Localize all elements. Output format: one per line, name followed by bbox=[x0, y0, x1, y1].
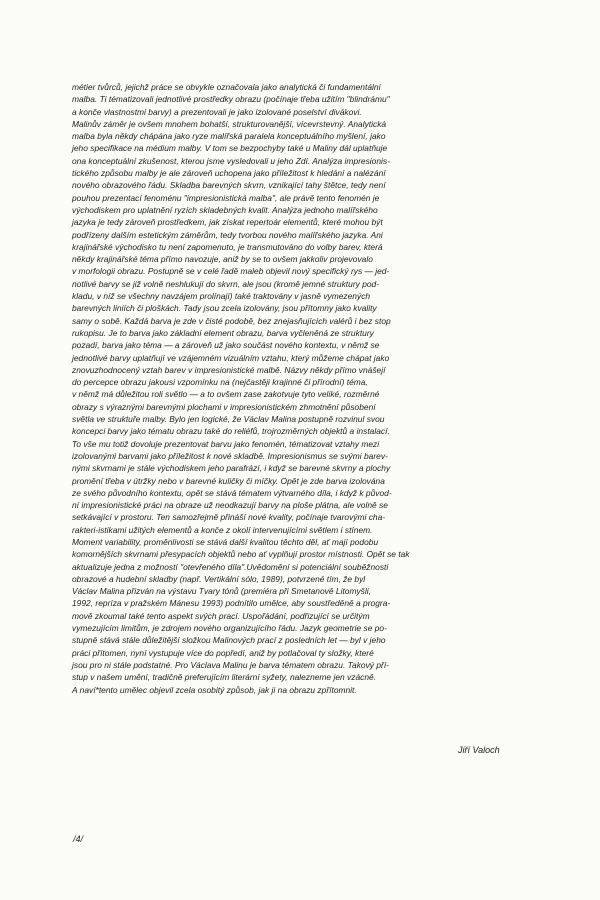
text-line: stup v našem umění, tradičně preferujícím literární syžety, nalezneme jen vzácně. bbox=[72, 672, 377, 683]
text-line: do percepce obrazu jakousi vzpomínku na (nejčastěji krajinné či přírodní) téma, bbox=[72, 377, 368, 388]
text-line: promění třeba v útržky nebo v barevné kuličky či míčky. Opět je zde barva izolována bbox=[72, 475, 385, 486]
text-line: malba byla někdy chápána jako ryze malířská paralela konceptuálního myšlení, jako bbox=[72, 131, 386, 142]
text-line: izolovanými barvami jako příležitost k nové skladbě. Impresionismus se svými barev- bbox=[72, 450, 388, 461]
text-line: jeho specifikace na médium malby. V tom se bezpochyby také u Maliny dál uplatňuje bbox=[72, 143, 388, 154]
text-line: métier tvůrců, jejichž práce se obvykle označovala jako analytická či fundamentální bbox=[72, 82, 381, 92]
text-line: ona konceptuální zkušenost, kterou jsme vysledovali u jeho Zdí. Analýza impresionis- bbox=[72, 155, 390, 166]
text-line: východiskem pro uplatnění ryzích skladebných kvalit. Analýza jednoho malířského bbox=[72, 204, 378, 215]
text-line: setkávající v prostoru. Ten samozřejmě přináší nové kvality, počínaje tvarovými cha- bbox=[72, 512, 386, 523]
text-line: krajinářské východisko tu není zapomenuto, je transmutováno do volby barev, která bbox=[72, 241, 383, 252]
text-line: rukopisu. Je to barva jako základní element obrazu, barva vyčleněná ze struktury bbox=[72, 327, 374, 338]
text-line: a konče vlastnostmi barvy) a prezentovali je jako izolované poselství divákovi. bbox=[72, 106, 362, 117]
text-line: ní impresionistické práci na obraze už neodkazují barvy na ploše plátna, ale volně se bbox=[72, 500, 388, 511]
text-line: tického způsobu malby je ale zároveň uchopena jako příležitost k hledání a nalézání bbox=[72, 168, 386, 179]
text-line: koncepci barvy jako tématu obrazu také do reliéfů, trojrozměrných objektů a instalací. bbox=[72, 426, 390, 437]
text-line: malba. Ti tématizovali jednotlivé prostředky obrazu (počínaje třeba užitím "blindrámu" bbox=[72, 94, 390, 105]
text-line: v morfologii obrazu. Postupně se v celé řadě maleb objevil nový specifický rys — jed- bbox=[72, 266, 390, 277]
article-body bbox=[72, 81, 502, 696]
text-line: To vše mu totiž dovoluje prezentovat barvu jako fenomén, tématizovat vztahy mezi bbox=[72, 438, 380, 449]
text-line: jednotlivé barvy uplatňují ve vzájemném vizuálním vztahu, který můžeme chápat jako bbox=[72, 352, 390, 363]
text-line: pozadí, barva jako téma — a zároveň už jako součást nového kontextu, v němž se bbox=[72, 340, 380, 351]
text-line: podřízeny dalším estetickým záměrům, tedy tvorbou nového malířského jazyka. Ani bbox=[72, 229, 383, 240]
text-line: notlivé barvy se již volně neshlukují do skvrn, ale jsou (kromě jemné struktury pod- bbox=[72, 278, 380, 289]
text-line: práci přítomen, nyní vystupuje více do popředí, aniž by potlačoval ty složky, které bbox=[72, 647, 374, 658]
text-line: barevných liniích či ploškách. Tady jsou zcela izolovány, jsou přítomny jako kvality bbox=[72, 303, 377, 314]
text-line: někdy krajinářské téma přímo navozuje, aniž by se to ovšem jakkoliv projevovalo bbox=[72, 254, 373, 265]
text-line: nými skvrnami je stále východiskem jeho parafrází, i když se barevné skvrny a plochy bbox=[72, 463, 391, 474]
text-line: znovuzhodnocený vztah barev v impresionistické malbě. Názvy někdy přímo vnášejí bbox=[72, 364, 386, 375]
text-line: Moment variability, proměnlivosti se stává další kvalitou těchto děl, ať mají podobu bbox=[72, 536, 379, 547]
text-line: rakteri-istikami užitých elementů a konče z okolí intervenujícími světlem i stínem. bbox=[72, 524, 373, 535]
text-line: stupně stává stále důležitější složkou Malinových prací z posledních let — byl v jeho bbox=[72, 635, 386, 646]
text-line: jazyka je tedy zároveň prostředkem, jak získat repertoár elementů, které mohou být bbox=[72, 217, 383, 228]
text-line: nového obrazového řádu. Skladba barevných skvrn, vznikající tahy štětce, tedy není bbox=[72, 180, 386, 191]
text-line: aktualizuje jedna z možností "otevřeného díla".Uvědomění si potenciální souběžnosti bbox=[72, 561, 389, 572]
text-line: jsou pro ni stále podstatné. Pro Václava Malinu je barva tématem obrazu. Takový pří- bbox=[72, 659, 389, 670]
text-line: A naví*tento umělec objevil zcela osobitý způsob, jak ji na obrazu zpřítomnit. bbox=[72, 684, 357, 695]
text-line: mově zkoumal také tento aspekt svých prací. Uspořádání, podřizující se určitým bbox=[72, 610, 370, 621]
text-line: komornějších skvrnami přesypacích objektů nebo ať vyplňují prostor místnosti. Opět se tak bbox=[72, 549, 410, 560]
text-line: světla ve struktuře malby. Bylo jen logické, že Václav Malina postupně rozvinul svou bbox=[72, 414, 385, 425]
text-line: v němž má důležitou roli světlo — a to ovšem zase zakotvuje tyto veliké, rozměrné bbox=[72, 389, 380, 400]
text-line: obrazové a hudební skladby (např. Vertikální sólo, 1989), potvrzené tím, že byl bbox=[72, 573, 366, 584]
text-line: obrazy s výraznými barevnými plochami v impresionistickém zhmotnění působení bbox=[72, 401, 376, 412]
text-line: samy o sobě. Každá barva je zde v čisté podobě, bez znejasňujících valérů i bez stop bbox=[72, 315, 391, 326]
text-line: pouhou prezentací fenoménu "impresionistická malba", ale právě tento fenomén je bbox=[72, 192, 380, 203]
author-signature: Jiří Valoch bbox=[458, 745, 500, 755]
text-line: Václav Malina přizván na výstavu Tvary tónů (premiéra při Smetanově Litomyšli, bbox=[72, 586, 371, 597]
page-number: /4/ bbox=[73, 834, 84, 844]
text-line: ze svého původního kontextu, opět se stává tématem výtvarného díla, i když k původ- bbox=[72, 487, 392, 498]
text-line: Malinův záměr je ovšem mnohem bohatší, strukturovanější, vícevrstevný. Analytická bbox=[72, 118, 387, 129]
text-line: 1992, repríza v pražském Mánesu 1993) podnítilo umělce, aby soustředěně a progra- bbox=[72, 598, 391, 609]
text-line: kladu, v níž se všechny navzájem prolínají) také traktovány v jasně vymezených bbox=[72, 291, 371, 302]
text-line: vymezujícím limitům, je zdrojem nového organizujícího řádu. Jazyk geometrie se po- bbox=[72, 623, 387, 634]
